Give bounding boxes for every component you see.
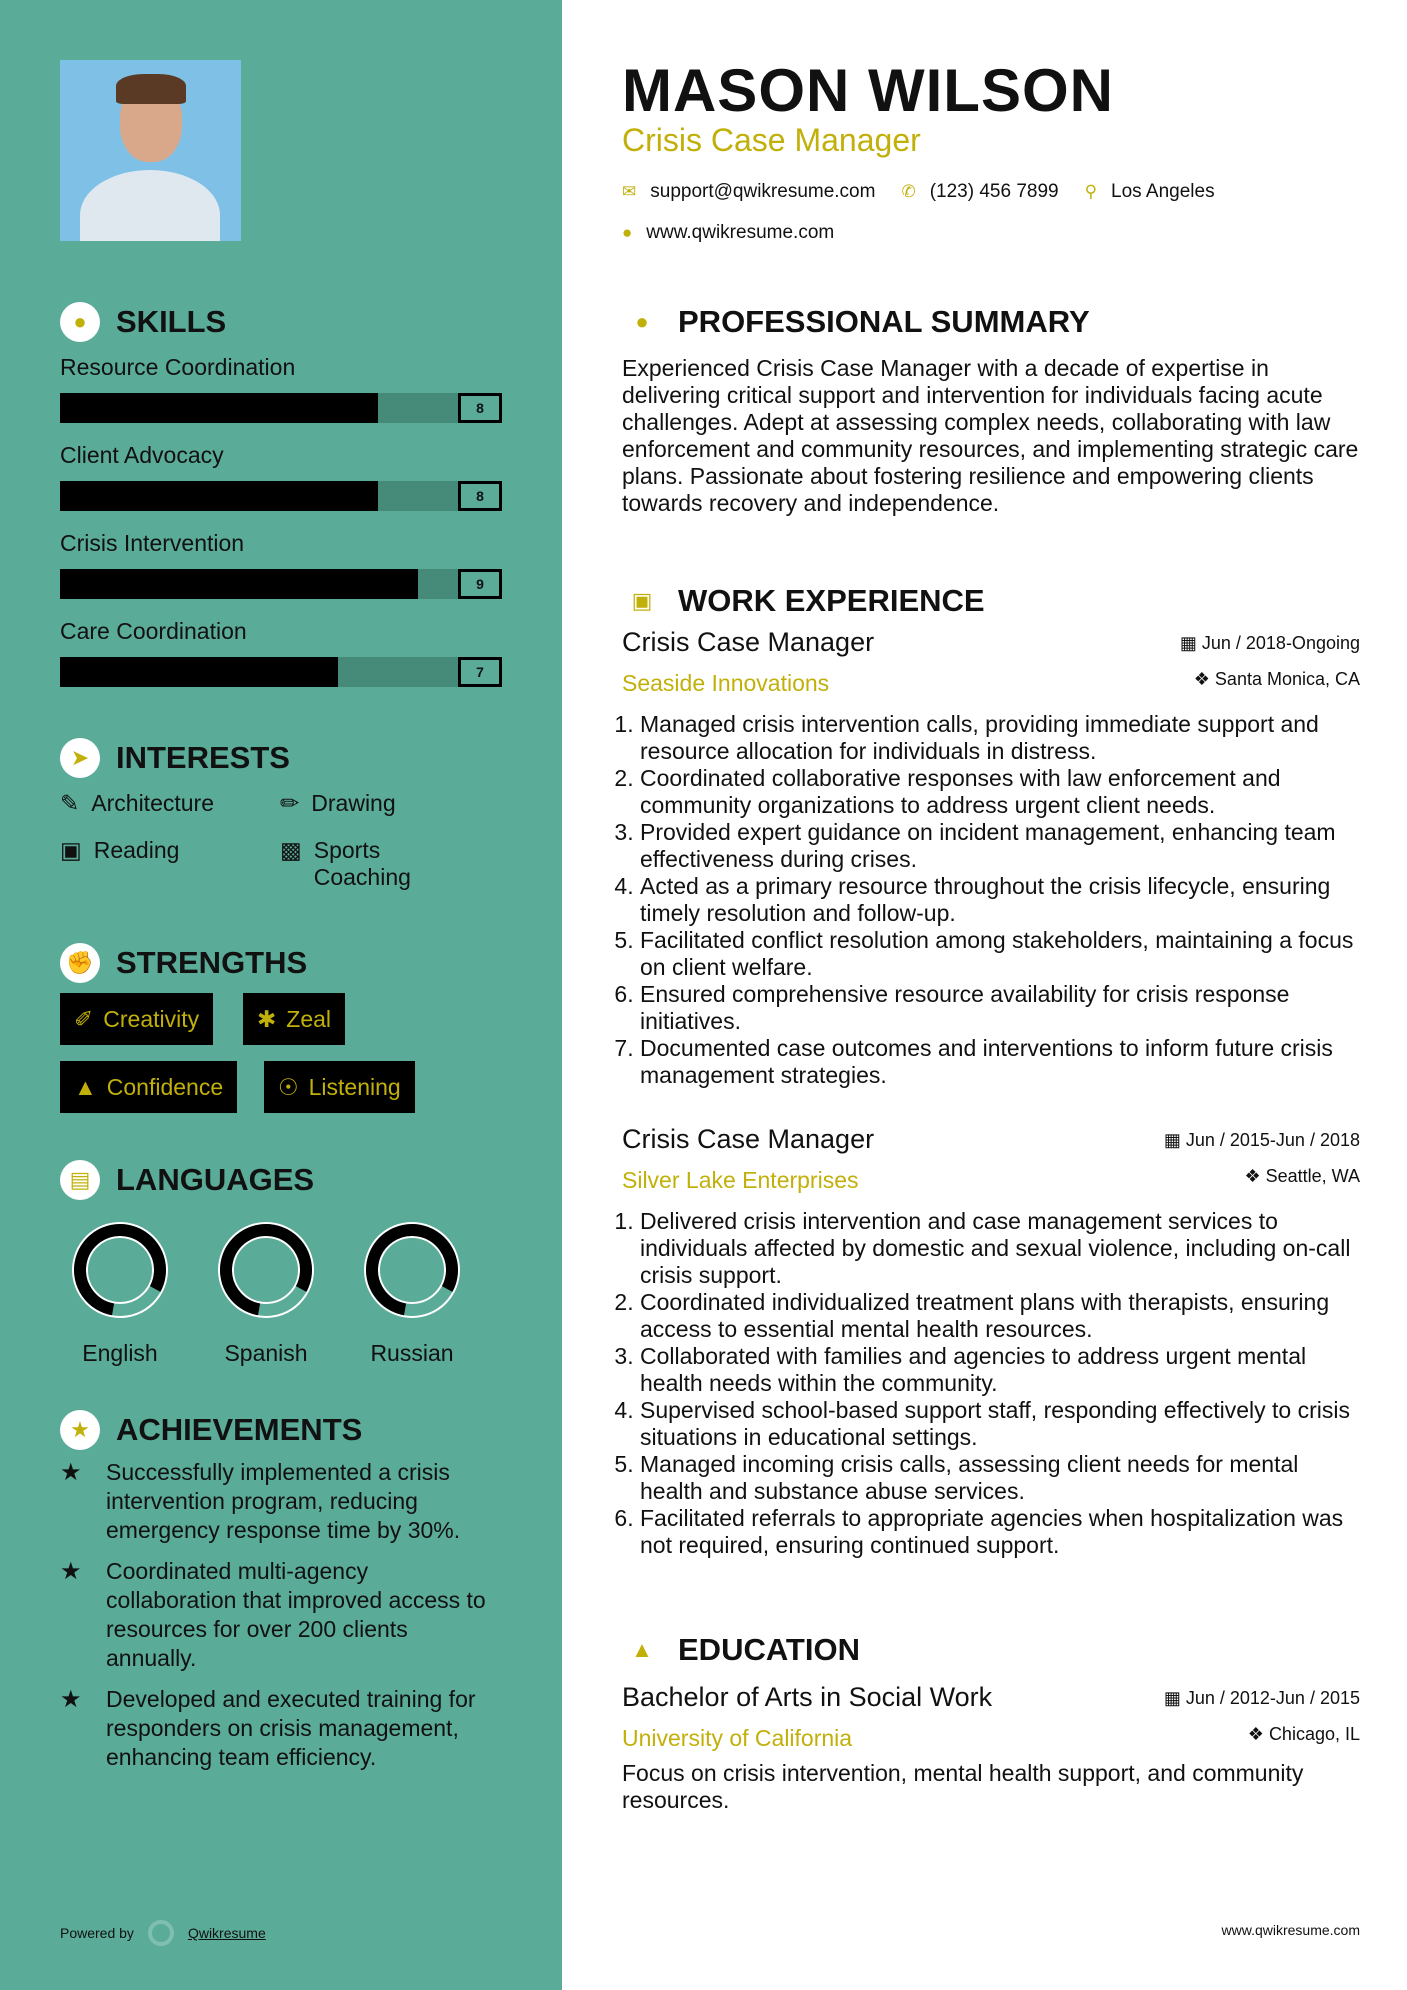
chair-icon: ▣ bbox=[622, 581, 662, 621]
interest-label: Reading bbox=[93, 837, 180, 863]
skill-bar bbox=[60, 657, 502, 687]
job-bullet: 4. Supervised school-based support staff, responding effectively to crisis situations in educational settings. bbox=[640, 1397, 1360, 1451]
section-title: LANGUAGES bbox=[116, 1162, 315, 1197]
qwikresume-link[interactable]: Qwikresume bbox=[187, 1925, 266, 1941]
headphones-icon: ☉ bbox=[278, 1073, 299, 1100]
graduation-icon: ▲ bbox=[622, 1630, 662, 1670]
skill-bar bbox=[60, 481, 502, 511]
job-bullet: 2. Coordinated collaborative responses with law enforcement and community organizations to address urgent client needs. bbox=[640, 765, 1360, 819]
job-title: Crisis Case Manager bbox=[622, 627, 875, 657]
degree: Bachelor of Arts in Social Work bbox=[622, 1682, 993, 1712]
language-donut bbox=[218, 1222, 314, 1318]
language-donut bbox=[364, 1222, 460, 1318]
star-icon: ★ bbox=[60, 1558, 82, 1585]
language-donut bbox=[72, 1222, 168, 1318]
achievement-item bbox=[60, 1685, 500, 1772]
fist-icon: ✊ bbox=[60, 943, 100, 983]
briefcase-icon: ▩ bbox=[280, 837, 302, 863]
strength-label: Creativity bbox=[103, 1005, 200, 1032]
skill-item bbox=[60, 530, 502, 599]
job-location bbox=[1244, 1166, 1360, 1187]
job-bullet: 3. Collaborated with families and agencies to address urgent mental health needs within the community. bbox=[640, 1343, 1360, 1397]
strength-tag bbox=[264, 1061, 415, 1113]
strength-tag bbox=[243, 993, 345, 1045]
section-title: EDUCATION bbox=[678, 1632, 860, 1667]
date-text: Jun / 2012-Jun / 2015 bbox=[1185, 1688, 1360, 1708]
skill-bar-fill bbox=[60, 393, 378, 423]
candidate-name: MASON WILSON bbox=[622, 57, 1114, 124]
education-heading bbox=[622, 1630, 860, 1670]
skill-bar-fill bbox=[60, 657, 338, 687]
skills-heading bbox=[60, 302, 226, 342]
section-title: SKILLS bbox=[116, 304, 227, 339]
job-bullet: 5. Facilitated conflict resolution among stakeholders, maintaining a focus on client welfare. bbox=[640, 927, 1360, 981]
profile-photo bbox=[60, 60, 241, 241]
pin-icon: ❖ bbox=[1193, 669, 1210, 689]
location-text: Santa Monica, CA bbox=[1214, 669, 1360, 689]
thumbs-up-icon: ▲ bbox=[74, 1073, 97, 1100]
location-text: Los Angeles bbox=[1111, 181, 1215, 202]
envelope-icon: ✉ bbox=[622, 182, 637, 201]
skill-bar-fill bbox=[60, 569, 418, 599]
pencil-icon: ✏ bbox=[280, 790, 300, 816]
education-entry bbox=[622, 1682, 1360, 1814]
interest-item bbox=[60, 837, 179, 864]
star-icon: ★ bbox=[60, 1459, 82, 1486]
achievements-heading bbox=[60, 1410, 362, 1450]
star-badge-icon: ★ bbox=[60, 1410, 100, 1450]
education-location: ❖ Chicago, IL bbox=[1247, 1724, 1360, 1744]
job-bullet: 4. Acted as a primary resource throughout the crisis lifecycle, ensuring timely resolution and follow-up. bbox=[640, 873, 1360, 927]
skill-item bbox=[60, 354, 502, 423]
strength-tag bbox=[60, 1061, 237, 1113]
company: Seaside Innovations bbox=[622, 670, 830, 696]
skill-score: 8 bbox=[458, 481, 502, 511]
skill-score: 9 bbox=[458, 569, 502, 599]
skill-bar bbox=[60, 393, 502, 423]
skill-bar bbox=[60, 569, 502, 599]
achievement-text: Successfully implemented a crisis intervention program, reducing emergency response time by 30%. bbox=[106, 1459, 461, 1543]
lightbulb-icon: ● bbox=[60, 302, 100, 342]
work-heading bbox=[622, 581, 985, 621]
section-title: ACHIEVEMENTS bbox=[116, 1412, 363, 1447]
languages-heading bbox=[60, 1160, 314, 1200]
book-icon: ▣ bbox=[60, 837, 82, 863]
job-title: Crisis Case Manager bbox=[622, 1124, 875, 1154]
email-link[interactable]: support@qwikresume.com bbox=[650, 181, 876, 202]
school: University of California bbox=[622, 1725, 853, 1751]
interest-item bbox=[280, 837, 440, 891]
section-title: INTERESTS bbox=[116, 740, 290, 775]
section-title: STRENGTHS bbox=[116, 945, 308, 980]
education-date: ▦ Jun / 2012-Jun / 2015 bbox=[1163, 1688, 1360, 1708]
section-title: PROFESSIONAL SUMMARY bbox=[678, 304, 1090, 339]
language-item bbox=[216, 1222, 316, 1367]
fire-icon: ✱ bbox=[257, 1005, 277, 1032]
skill-item bbox=[60, 618, 502, 687]
achievement-text: Developed and executed training for responders on crisis management, enhancing team efficiency. bbox=[106, 1686, 476, 1770]
skill-bar-fill bbox=[60, 481, 378, 511]
achievement-text: Coordinated multi-agency collaboration that improved access to resources for over 200 clients annually. bbox=[106, 1558, 486, 1671]
language-item bbox=[362, 1222, 462, 1367]
language-item bbox=[70, 1222, 170, 1367]
qwikresume-logo-icon bbox=[148, 1920, 174, 1946]
phone-text: (123) 456 7899 bbox=[929, 181, 1059, 202]
language-card-icon: ▤ bbox=[60, 1160, 100, 1200]
strength-label: Confidence bbox=[106, 1073, 224, 1100]
job-date bbox=[1180, 633, 1360, 654]
job-location bbox=[1194, 669, 1360, 690]
skill-label: Crisis Intervention bbox=[60, 530, 245, 556]
job-bullet: 1. Delivered crisis intervention and case management services to individuals affected by domestic and sexual violence, including on-call crisis support. bbox=[640, 1208, 1360, 1289]
location-text: Seattle, WA bbox=[1265, 1166, 1360, 1186]
job-bullet: 1. Managed crisis intervention calls, providing immediate support and resource allocation for individuals in distress. bbox=[640, 711, 1360, 765]
powered-by bbox=[60, 1920, 266, 1946]
skill-score: 8 bbox=[458, 393, 502, 423]
pencil-ruler-icon: ✎ bbox=[60, 790, 80, 816]
job-bullets bbox=[622, 1208, 1360, 1559]
paper-plane-icon: ➤ bbox=[60, 738, 100, 778]
job-entry bbox=[622, 1124, 1360, 1559]
skill-label: Client Advocacy bbox=[60, 442, 224, 468]
skill-label: Care Coordination bbox=[60, 618, 247, 644]
section-title: WORK EXPERIENCE bbox=[678, 583, 985, 618]
star-icon: ★ bbox=[60, 1686, 82, 1713]
company: Silver Lake Enterprises bbox=[622, 1167, 859, 1193]
interest-label: Drawing bbox=[311, 790, 396, 816]
skill-score: 7 bbox=[458, 657, 502, 687]
strength-label: Listening bbox=[308, 1073, 401, 1100]
interest-item bbox=[280, 790, 396, 817]
interests-heading bbox=[60, 738, 290, 778]
language-label: Russian bbox=[370, 1340, 454, 1366]
website-link[interactable]: www.qwikresume.com bbox=[646, 222, 835, 243]
job-bullet: 5. Managed incoming crisis calls, assessing client needs for mental health and substance abuse services. bbox=[640, 1451, 1360, 1505]
contact-row bbox=[622, 181, 1215, 203]
user-icon: ● bbox=[622, 302, 662, 342]
globe-icon: ● bbox=[622, 223, 633, 242]
date-text: Jun / 2015-Jun / 2018 bbox=[1185, 1130, 1360, 1150]
strength-tag bbox=[60, 993, 213, 1045]
summary-text: Experienced Crisis Case Manager with a decade of expertise in delivering critical support and intervention for individuals facing acute challenges. Adept at assessing complex needs, collaborating with law enforcement and community resources, and implementing strategic care plans. Passionate about fostering resilience and empowering clients towards recovery and independence. bbox=[622, 355, 1359, 516]
interest-label: Architecture bbox=[91, 790, 214, 816]
achievement-item bbox=[60, 1557, 500, 1673]
interest-label: Sports Coaching bbox=[313, 837, 411, 890]
strength-label: Zeal bbox=[286, 1005, 332, 1032]
skill-label: Resource Coordination bbox=[60, 354, 296, 380]
job-bullet: 2. Coordinated individualized treatment plans with therapists, ensuring access to essential mental health resources. bbox=[640, 1289, 1360, 1343]
strengths-heading bbox=[60, 943, 307, 983]
location-text: Chicago, IL bbox=[1268, 1724, 1360, 1744]
job-bullet: 6. Facilitated referrals to appropriate agencies when hospitalization was not required, ensuring continued support. bbox=[640, 1505, 1360, 1559]
job-bullet: 3. Provided expert guidance on incident management, enhancing team effectiveness during crises. bbox=[640, 819, 1360, 873]
powered-label: Powered by bbox=[60, 1925, 134, 1941]
summary-heading bbox=[622, 302, 1090, 342]
language-label: English bbox=[82, 1340, 158, 1366]
job-bullet: 6. Ensured comprehensive resource availability for crisis response initiatives. bbox=[640, 981, 1360, 1035]
brush-icon: ✐ bbox=[74, 1005, 94, 1032]
job-date bbox=[1164, 1130, 1360, 1151]
education-text: Focus on crisis intervention, mental health support, and community resources. bbox=[622, 1760, 1304, 1813]
achievement-item bbox=[60, 1458, 500, 1545]
footer-website: www.qwikresume.com bbox=[1221, 1922, 1360, 1938]
phone-icon: ✆ bbox=[901, 182, 916, 201]
calendar-icon: ▦ bbox=[1163, 1130, 1181, 1150]
website-row bbox=[622, 222, 834, 244]
job-bullets bbox=[622, 711, 1360, 1089]
job-entry bbox=[622, 627, 1360, 1089]
job-bullet: 7. Documented case outcomes and interventions to inform future crisis management strategies. bbox=[640, 1035, 1360, 1089]
candidate-role: Crisis Case Manager bbox=[622, 122, 921, 158]
skill-item bbox=[60, 442, 502, 511]
pin-icon: ❖ bbox=[1244, 1166, 1261, 1186]
sidebar bbox=[0, 0, 562, 1990]
calendar-icon: ▦ bbox=[1179, 633, 1197, 653]
language-label: Spanish bbox=[224, 1340, 308, 1366]
interest-item bbox=[60, 790, 214, 817]
map-pin-icon: ⚲ bbox=[1084, 182, 1098, 201]
date-text: Jun / 2018-Ongoing bbox=[1201, 633, 1360, 653]
